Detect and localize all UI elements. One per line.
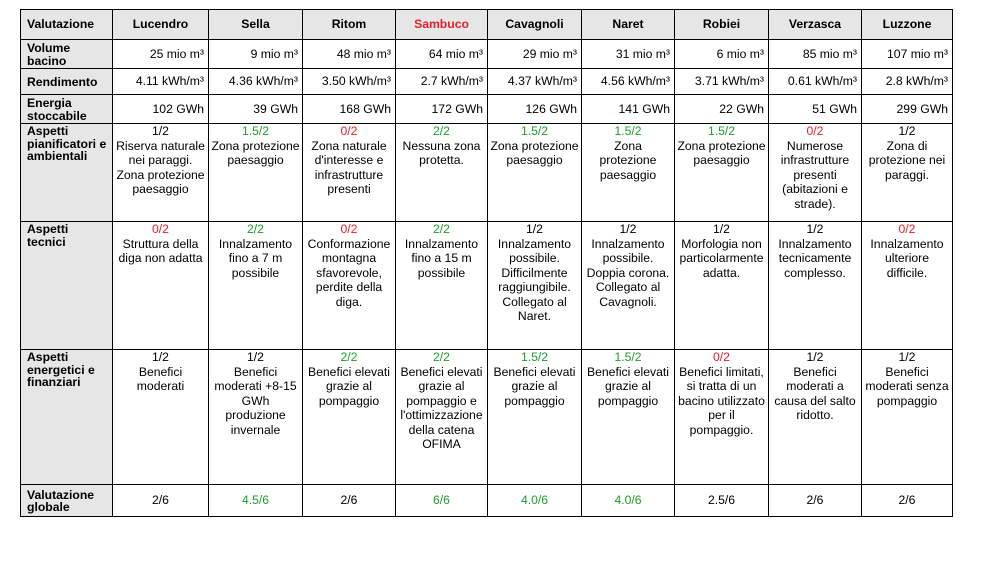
column-header-cavagnoli: Cavagnoli (488, 10, 582, 40)
table-row (21, 124, 953, 222)
table-cell: 107 mio m³ (862, 40, 953, 69)
score-value: 1/2 (806, 350, 824, 364)
column-header-naret: Naret (582, 10, 675, 40)
table-cell: 4.56 kWh/m³ (582, 69, 675, 95)
table-cell: 85 mio m³ (769, 40, 862, 69)
score-value: 1/2 (247, 350, 264, 364)
assessment-text: Benefici elevati grazie al pompaggio e l'ottimizzazione della catena OFIMA (400, 364, 483, 451)
table-cell (209, 485, 303, 517)
table-cell: 4.11 kWh/m³ (113, 69, 209, 95)
table-cell (113, 350, 209, 485)
assessment-text: Conformazione montagna sfavorevole, perdite della diga. (307, 236, 391, 309)
table-cell (862, 485, 953, 517)
table-cell (396, 485, 488, 517)
score-value: 0/2 (340, 222, 358, 236)
column-header-luzzone: Luzzone (862, 10, 953, 40)
score-value: 0/2 (340, 124, 358, 138)
table-body (21, 40, 953, 517)
column-header-sella: Sella (209, 10, 303, 40)
row-header: Valutazione globale (21, 485, 113, 517)
table-cell: 51 GWh (769, 95, 862, 124)
assessment-text: Benefici elevati grazie al pompaggio (587, 364, 669, 408)
table-cell: 3.71 kWh/m³ (675, 69, 769, 95)
table-cell: 0.61 kWh/m³ (769, 69, 862, 95)
table-cell (488, 350, 582, 485)
table-cell: 29 mio m³ (488, 40, 582, 69)
assessment-text: Zona protezione paesaggio (599, 138, 657, 182)
assessment-text: Zona protezione paesaggio (490, 138, 579, 167)
table-cell: 6 mio m³ (675, 40, 769, 69)
assessment-text: Riserva naturale nei paraggi. Zona protezione paesaggio (116, 138, 205, 196)
table-cell (488, 124, 582, 222)
table-cell: 2.7 kWh/m³ (396, 69, 488, 95)
score-value: 2/2 (247, 222, 264, 236)
table-cell: 4.37 kWh/m³ (488, 69, 582, 95)
score-value: 1/2 (152, 350, 169, 364)
assessment-text: Innalzamento fino a 15 m possibile (404, 236, 479, 280)
assessment-text: Benefici moderati senza pompaggio (865, 364, 949, 408)
assessment-text: Benefici moderati a causa del salto ridotto. (774, 364, 856, 422)
score-value: 6/6 (433, 493, 450, 508)
score-value: 2/6 (898, 493, 916, 508)
table-cell (488, 222, 582, 350)
score-value: 4.0/6 (520, 493, 549, 508)
table-cell (396, 124, 488, 222)
score-value: 0/2 (898, 222, 916, 236)
column-header-lucendro: Lucendro (113, 10, 209, 40)
table-cell (862, 222, 953, 350)
table-cell (396, 222, 488, 350)
assessment-text: Innalzamento ulteriore difficile. (870, 236, 944, 280)
table-row (21, 485, 953, 517)
assessment-text: Zona protezione paesaggio (211, 138, 300, 167)
score-value: 4.5/6 (241, 493, 270, 508)
table-row (21, 69, 953, 95)
column-header-valutazione: Valutazione (21, 10, 113, 40)
assessment-text: Benefici moderati (136, 364, 185, 393)
table-cell (209, 124, 303, 222)
assessment-text: Benefici elevati grazie al pompaggio (493, 364, 576, 408)
assessment-text: Innalzamento tecnicamente complesso. (778, 236, 852, 280)
score-value: 2/2 (340, 350, 358, 364)
assessment-text: Zona protezione paesaggio (677, 138, 766, 167)
table-row (21, 95, 953, 124)
score-value: 2/6 (806, 493, 824, 508)
score-value: 2/2 (433, 350, 450, 364)
table-cell (769, 350, 862, 485)
assessment-text: Nessuna zona protetta. (402, 138, 481, 167)
table-cell (303, 124, 396, 222)
score-value: 0/2 (806, 124, 824, 138)
row-header: Aspetti energetici e finanziari (21, 350, 113, 485)
table-cell (582, 124, 675, 222)
table-cell (303, 222, 396, 350)
table-cell: 39 GWh (209, 95, 303, 124)
table-cell: 64 mio m³ (396, 40, 488, 69)
table-cell (769, 485, 862, 517)
score-value: 1/2 (898, 350, 916, 364)
table-cell (113, 485, 209, 517)
table-cell (769, 124, 862, 222)
table-row (21, 350, 953, 485)
assessment-text: Innalzamento possibile. Doppia corona. Collegato al Cavagnoli. (586, 236, 670, 309)
table-cell (488, 485, 582, 517)
table-cell: 22 GWh (675, 95, 769, 124)
assessment-text: Innalzamento possibile. Difficilmente raggiungibile. Collegato al Naret. (497, 236, 572, 323)
score-value: 2/6 (340, 493, 358, 508)
score-value: 1/2 (713, 222, 730, 236)
table-row (21, 222, 953, 350)
column-header-robiei: Robiei (675, 10, 769, 40)
score-value: 0/2 (713, 350, 730, 364)
score-value: 1.5/2 (614, 124, 642, 138)
score-value: 1.5/2 (520, 350, 549, 364)
assessment-text: Benefici limitati, si tratta di un bacino utilizzato per il pompaggio. (678, 364, 765, 437)
score-value: 1.5/2 (614, 350, 642, 364)
row-header: Energia stoccabile (21, 95, 113, 124)
table-cell (862, 124, 953, 222)
table-cell (396, 350, 488, 485)
column-header-verzasca: Verzasca (769, 10, 862, 40)
row-header: Rendimento (21, 69, 113, 95)
table-cell (769, 222, 862, 350)
table-cell (582, 222, 675, 350)
table-cell (675, 485, 769, 517)
table-cell (675, 350, 769, 485)
score-value: 1/2 (526, 222, 543, 236)
row-header: Aspetti pianificatori e ambientali (21, 124, 113, 222)
score-value: 2/6 (152, 493, 169, 508)
table-cell (209, 222, 303, 350)
table-cell: 4.36 kWh/m³ (209, 69, 303, 95)
evaluation-table (20, 9, 953, 517)
table-cell: 299 GWh (862, 95, 953, 124)
table-cell (209, 350, 303, 485)
column-header-sambuco: Sambuco (396, 10, 488, 40)
table-cell (303, 350, 396, 485)
table-cell: 168 GWh (303, 95, 396, 124)
table-cell (582, 485, 675, 517)
table-cell: 126 GWh (488, 95, 582, 124)
table-cell: 172 GWh (396, 95, 488, 124)
table-cell (113, 124, 209, 222)
table-cell: 3.50 kWh/m³ (303, 69, 396, 95)
header-row (21, 10, 953, 40)
score-value: 0/2 (152, 222, 169, 236)
score-value: 1/2 (898, 124, 916, 138)
table-cell: 48 mio m³ (303, 40, 396, 69)
score-value: 1/2 (806, 222, 824, 236)
score-value: 1.5/2 (520, 124, 549, 138)
table-cell (113, 222, 209, 350)
assessment-text: Zona naturale d'interesse e infrastrutture presenti (311, 138, 387, 196)
score-value: 2/2 (433, 124, 450, 138)
score-value: 1.5/2 (707, 124, 736, 138)
assessment-text: Benefici moderati +8-15 GWh produzione invernale (214, 364, 297, 437)
table-cell: 102 GWh (113, 95, 209, 124)
score-value: 1/2 (619, 222, 637, 236)
table-cell (303, 485, 396, 517)
score-value: 1/2 (152, 124, 169, 138)
assessment-text: Morfologia non particolarmente adatta. (679, 236, 764, 280)
score-value: 2/2 (433, 222, 450, 236)
table-row (21, 40, 953, 69)
table-cell (582, 350, 675, 485)
table-cell: 31 mio m³ (582, 40, 675, 69)
assessment-text: Innalzamento fino a 7 m possibile (218, 236, 293, 280)
table-cell: 9 mio m³ (209, 40, 303, 69)
table-cell (862, 350, 953, 485)
table-cell: 141 GWh (582, 95, 675, 124)
row-header: Aspetti tecnici (21, 222, 113, 350)
score-value: 4.0/6 (614, 493, 642, 508)
row-header: Volume bacino (21, 40, 113, 69)
assessment-text: Zona di protezione nei paraggi. (868, 138, 946, 182)
table-cell: 2.8 kWh/m³ (862, 69, 953, 95)
score-value: 2.5/6 (707, 493, 736, 508)
assessment-text: Numerose infrastrutture presenti (abitazioni e strade). (780, 138, 850, 211)
table-cell (675, 124, 769, 222)
column-header-ritom: Ritom (303, 10, 396, 40)
assessment-text: Benefici elevati grazie al pompaggio (308, 364, 390, 408)
score-value: 1.5/2 (241, 124, 270, 138)
assessment-text: Struttura della diga non adatta (118, 236, 203, 265)
table-cell: 25 mio m³ (113, 40, 209, 69)
table-cell (675, 222, 769, 350)
